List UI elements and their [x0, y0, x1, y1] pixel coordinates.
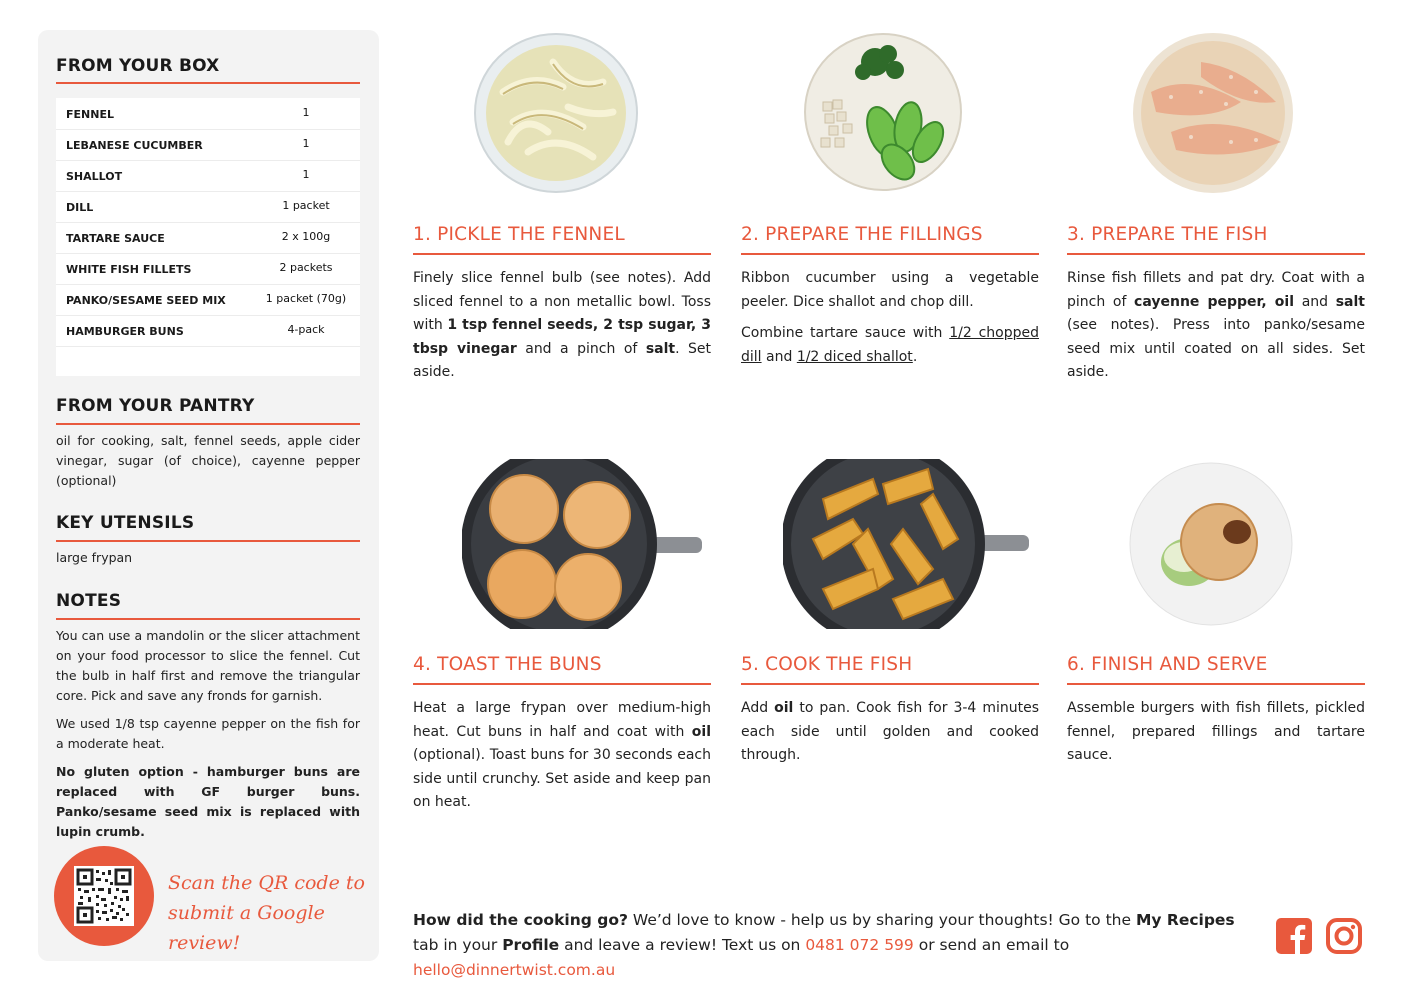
utensils-text: large frypan	[56, 550, 133, 565]
step-2-title: 2. PREPARE THE FILLINGS	[741, 224, 983, 245]
burger-plate-image	[1129, 462, 1293, 626]
notes-text-2: We used 1/8 tsp cayenne pepper on the fish for a moderate heat.	[56, 716, 360, 751]
step-4-title: 4. TOAST THE BUNS	[413, 654, 602, 675]
ingredient-qty: 4-pack	[287, 323, 325, 336]
table-row	[56, 191, 360, 223]
qr-badge[interactable]	[54, 846, 154, 946]
notes-text-3: No gluten option - hamburger buns are replaced with GF burger buns. Panko/sesame seed mix is replaced with lupin crumb.	[56, 764, 360, 839]
ingredient-qty: 1 packet (70g)	[265, 292, 347, 305]
instagram-icon[interactable]	[1326, 918, 1362, 954]
step-6-body: Assemble burgers with fish fillets, pickled fennel, prepared fillings and tartare sauce.	[1067, 700, 1365, 763]
utensils-title: KEY UTENSILS	[56, 513, 195, 533]
step-4-body: Heat a large frypan over medium-high heat. Cut buns in half and coat with oil (optional). Toast buns for 30 seconds each side until crunchy. Set aside and keep pan on heat.	[413, 700, 711, 810]
ingredient-qty: 2 x 100g	[281, 230, 331, 243]
table-row	[56, 253, 360, 285]
divider	[1067, 253, 1365, 255]
notes-text-1: You can use a mandolin or the slicer attachment on your food processor to slice the fennel. Cut the bulb in half first and remove the triangular core. Pick and save any fronds for garnish.	[56, 628, 360, 703]
feedback-text: How did the cooking go? We’d love to know - help us by sharing your thoughts! Go to the My Recipes tab in your Profile and leave a review! Text us on 0481 072 599 or send an email to hello@dinnertwist.com.au	[413, 911, 1235, 979]
cooking-fish-image	[783, 459, 1029, 629]
toasting-buns-image	[462, 459, 702, 629]
fillings-image	[803, 32, 963, 192]
pantry-title: FROM YOUR PANTRY	[56, 396, 255, 416]
pantry-text: oil for cooking, salt, fennel seeds, apple cider vinegar, sugar (of choice), cayenne pepper (optional)	[56, 433, 360, 488]
step-1-body: Finely slice fennel bulb (see notes). Add sliced fennel to a non metallic bowl. Toss with 1 tsp fennel seeds, 2 tsp sugar, 3 tbsp vinegar and a pinch of salt. Set aside.	[413, 270, 712, 380]
ingredients-table	[56, 98, 360, 376]
step-3-body: Rinse fish fillets and pat dry. Coat with a pinch of cayenne pepper, oil and salt (see notes). Press into panko/sesame seed mix until coated on all sides. Set aside.	[1067, 270, 1365, 380]
qr-code[interactable]	[74, 866, 134, 926]
qr-caption-line: submit a Google review!	[168, 902, 325, 954]
facebook-icon[interactable]	[1276, 918, 1312, 954]
notes-title: NOTES	[56, 591, 122, 611]
divider	[56, 82, 360, 84]
ingredient-name: WHITE FISH FILLETS	[66, 263, 192, 276]
table-row	[56, 160, 360, 192]
divider	[741, 683, 1039, 685]
phone-link[interactable]: 0481 072 599	[805, 936, 914, 954]
ingredient-name: FENNEL	[66, 108, 114, 121]
ingredient-name: HAMBURGER BUNS	[66, 325, 184, 338]
pickled-fennel-image	[473, 32, 639, 194]
ingredient-qty: 1	[302, 106, 310, 119]
ingredient-name: TARTARE SAUCE	[66, 232, 165, 245]
divider	[56, 423, 360, 425]
divider	[413, 253, 711, 255]
ingredient-name: DILL	[66, 201, 94, 214]
table-row	[56, 284, 360, 316]
step-5-body: Add oil to pan. Cook fish for 3-4 minutes each side until golden and cooked through.	[741, 700, 1039, 763]
step-5-title: 5. COOK THE FISH	[741, 654, 913, 675]
divider	[56, 540, 360, 542]
qr-caption-line: Scan the QR code to	[168, 872, 365, 894]
step-3-title: 3. PREPARE THE FISH	[1067, 224, 1268, 245]
step-6-title: 6. FINISH AND SERVE	[1067, 654, 1268, 675]
divider	[56, 618, 360, 620]
ingredient-name: LEBANESE CUCUMBER	[66, 139, 203, 152]
table-row	[56, 222, 360, 254]
from-box-title: FROM YOUR BOX	[56, 56, 220, 76]
ingredient-name: SHALLOT	[66, 170, 123, 183]
divider	[741, 253, 1039, 255]
email-link[interactable]: hello@dinnertwist.com.au	[413, 961, 616, 979]
qr-code-icon	[74, 866, 134, 926]
divider	[413, 683, 711, 685]
ingredient-qty: 1	[302, 168, 310, 181]
ingredient-qty: 2 packets	[279, 261, 333, 274]
table-row	[56, 315, 360, 347]
ingredient-qty: 1	[302, 137, 310, 150]
step-2-body: Ribbon cucumber using a vegetable peeler. Dice shallot and chop dill. Combine tartare sauce with 1/2 chopped dill and 1/2 diced shallot.	[741, 270, 1039, 365]
qr-caption	[168, 868, 368, 958]
ingredient-name: PANKO/SESAME SEED MIX	[66, 294, 226, 307]
crumbed-fish-image	[1131, 32, 1295, 194]
ingredient-qty: 1 packet	[282, 199, 330, 212]
divider	[1067, 683, 1365, 685]
table-row	[56, 129, 360, 161]
step-1-title: 1. PICKLE THE FENNEL	[413, 224, 625, 245]
sidebar	[38, 30, 379, 961]
table-row	[56, 98, 360, 130]
